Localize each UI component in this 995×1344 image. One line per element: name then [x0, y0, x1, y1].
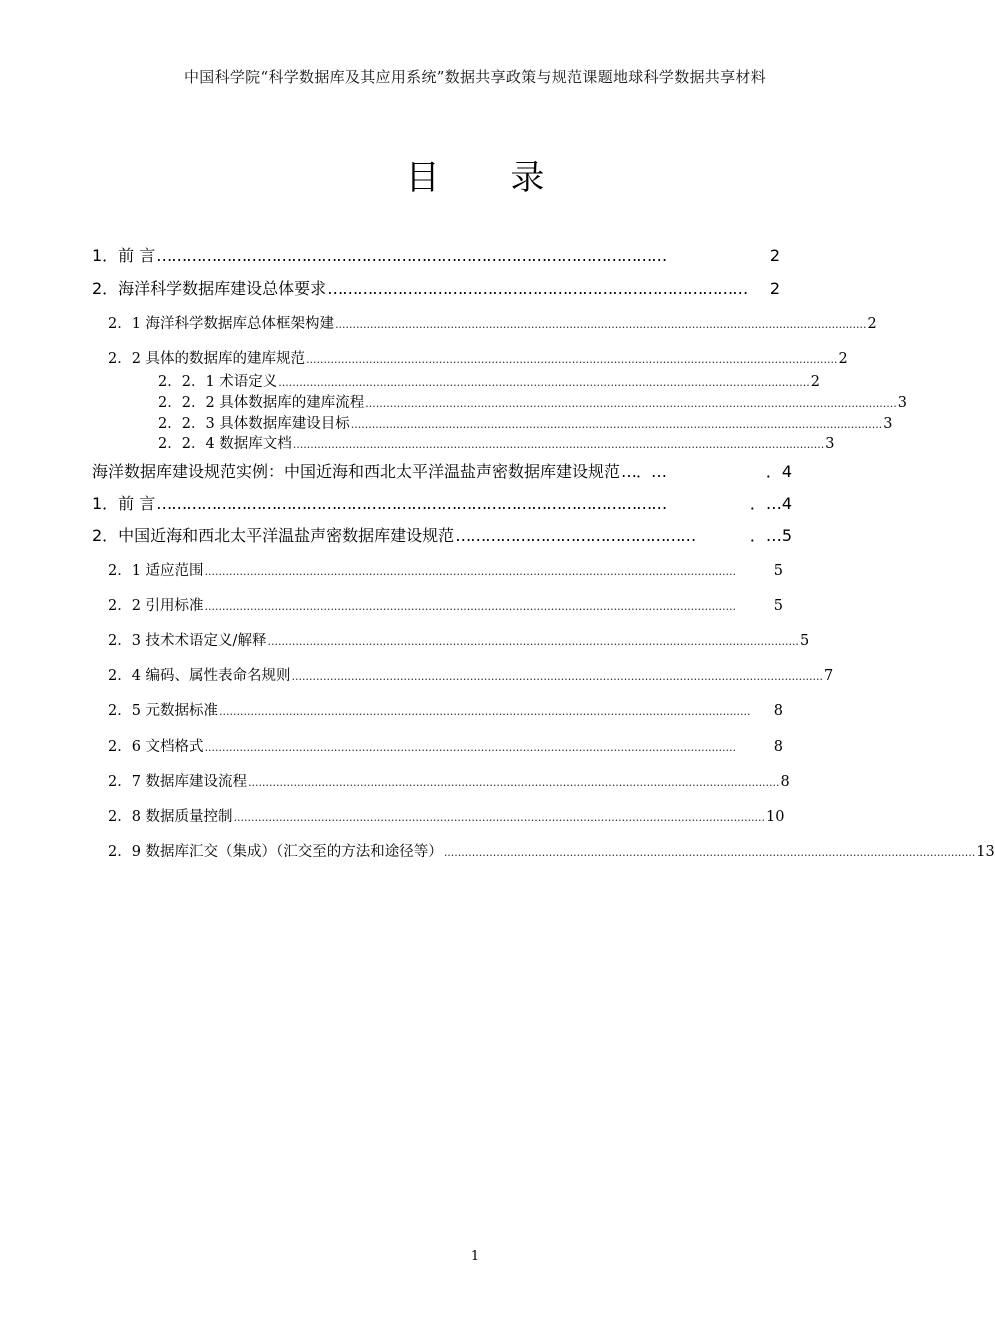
toc-page-number: 3	[825, 436, 835, 452]
toc-page-number: ．…4	[749, 494, 792, 513]
toc-leader: ........................................................................................................................................................	[291, 670, 824, 683]
toc-leader: …………………………………………………………………………………………	[156, 246, 667, 265]
toc-leader: …．…	[621, 462, 667, 481]
toc-leader: ........................................................................................................................................................	[278, 376, 810, 389]
toc-page-number: ．…5	[749, 526, 792, 545]
toc-entry-label: 2．2．3 具体数据库建设目标	[158, 416, 350, 432]
toc-page-number: 2	[810, 374, 821, 390]
toc-leader: ........................................................................................................................................................	[204, 600, 737, 613]
toc-entry[interactable]	[108, 735, 783, 756]
toc-entry-label: 2．3 技术术语定义/解释	[108, 633, 267, 649]
page-header: 中国科学院“科学数据库及其应用系统”数据共享政策与规范课题地球科学数据共享材料	[183, 68, 767, 86]
toc-entry-label: 2．4 编码、属性表命名规则	[108, 668, 291, 684]
toc-leader: ........................................................................................................................................................	[292, 438, 825, 451]
toc-entry[interactable]	[158, 432, 835, 453]
toc-entry-label: 2．海洋科学数据库建设总体要求	[92, 279, 327, 298]
toc-entry[interactable]	[158, 370, 821, 391]
toc-entry-label: 2．2 引用标准	[108, 598, 204, 614]
toc-page-number: 5	[799, 633, 810, 649]
toc-leader: ........................................................................................................................................................	[267, 635, 799, 648]
toc-page-number: 2	[838, 351, 848, 367]
page-number: 1	[470, 1249, 480, 1264]
toc-page-number: 3	[883, 416, 893, 432]
toc-entry[interactable]	[92, 276, 780, 299]
toc-page-number: 5	[773, 598, 783, 614]
toc-page-number: 2	[769, 279, 780, 298]
toc-entry[interactable]	[108, 664, 834, 685]
toc-entry[interactable]	[92, 491, 792, 514]
toc-page-number: 8	[773, 703, 783, 719]
toc-entry-label: 1．前 言	[92, 246, 156, 265]
toc-page-number: 8	[780, 774, 790, 790]
toc-entry-label: 2．7 数据库建设流程	[108, 774, 248, 790]
toc-leader: ........................................................................................................................................................	[335, 318, 867, 331]
toc-entry[interactable]	[158, 391, 908, 412]
toc-entry[interactable]	[108, 840, 995, 861]
toc-entry[interactable]	[108, 347, 848, 368]
toc-leader: …………………………………………	[455, 526, 696, 545]
toc-entry-label: 2．2．2 具体数据库的建库流程	[158, 395, 365, 411]
toc-page-number: 5	[773, 563, 783, 579]
toc-entry-label: 2．2．4 数据库文档	[158, 436, 292, 452]
toc-entry-label: 2．2 具体的数据库的建库规范	[108, 351, 306, 367]
toc-page-number: 8	[773, 739, 783, 755]
toc-entry[interactable]	[108, 629, 810, 650]
toc-entry[interactable]	[92, 459, 792, 482]
toc-entry[interactable]	[108, 559, 783, 580]
toc-leader: ........................................................................................................................................................	[204, 741, 737, 754]
toc-entry-label: 2．中国近海和西北太平洋温盐声密数据库建设规范	[92, 526, 455, 545]
toc-leader: ........................................................................................................................................................	[204, 565, 737, 578]
toc-entry[interactable]	[108, 699, 783, 720]
toc-entry[interactable]	[92, 243, 780, 266]
toc-page-number: 3	[897, 395, 908, 411]
toc-page-number: 13	[976, 844, 995, 860]
toc-entry[interactable]	[108, 770, 790, 791]
toc-entry[interactable]	[158, 412, 893, 433]
toc-leader: ........................................................................................................................................................	[248, 776, 780, 789]
page-title: 目 录	[405, 158, 575, 198]
toc-entry-label: 1．前 言	[92, 494, 156, 513]
toc-entry-label: 2．5 元数据标准	[108, 703, 219, 719]
toc-entry[interactable]	[108, 312, 877, 333]
toc-leader: ........................................................................................................................................................	[219, 705, 751, 718]
toc-entry-label: 2．9 数据库汇交（集成）（汇交至的方法和途径等）	[108, 844, 443, 860]
toc-page-number: 2	[867, 316, 877, 332]
toc-entry-label: 2．1 海洋科学数据库总体框架构建	[108, 316, 335, 332]
toc-page-number: 10	[766, 809, 785, 825]
toc-entry-label: 2．6 文档格式	[108, 739, 204, 755]
toc-leader: ........................................................................................................................................................	[443, 846, 976, 859]
toc-leader: ........................................................................................................................................................	[365, 397, 897, 410]
toc-entry[interactable]	[108, 594, 783, 615]
toc-page-number: 7	[824, 668, 834, 684]
toc-page-number: 2	[769, 246, 780, 265]
toc-page-number: ．4	[765, 462, 792, 481]
toc-leader: …………………………………………………………………………	[327, 279, 748, 298]
toc-entry-label: 2．1 适应范围	[108, 563, 204, 579]
toc-entry-label: 2．2．1 术语定义	[158, 374, 278, 390]
toc-leader: ........................................................................................................................................................	[306, 353, 838, 366]
toc-leader: …………………………………………………………………………………………	[156, 494, 667, 513]
toc-entry[interactable]	[92, 523, 792, 546]
toc-entry[interactable]	[108, 805, 783, 826]
toc-leader: ........................................................................................................................................................	[350, 418, 883, 431]
toc-leader: ........................................................................................................................................................	[233, 811, 766, 824]
toc-entry-label: 2．8 数据质量控制	[108, 809, 233, 825]
toc-entry-label: 海洋数据库建设规范实例：中国近海和西北太平洋温盐声密数据库建设规范	[92, 462, 621, 481]
